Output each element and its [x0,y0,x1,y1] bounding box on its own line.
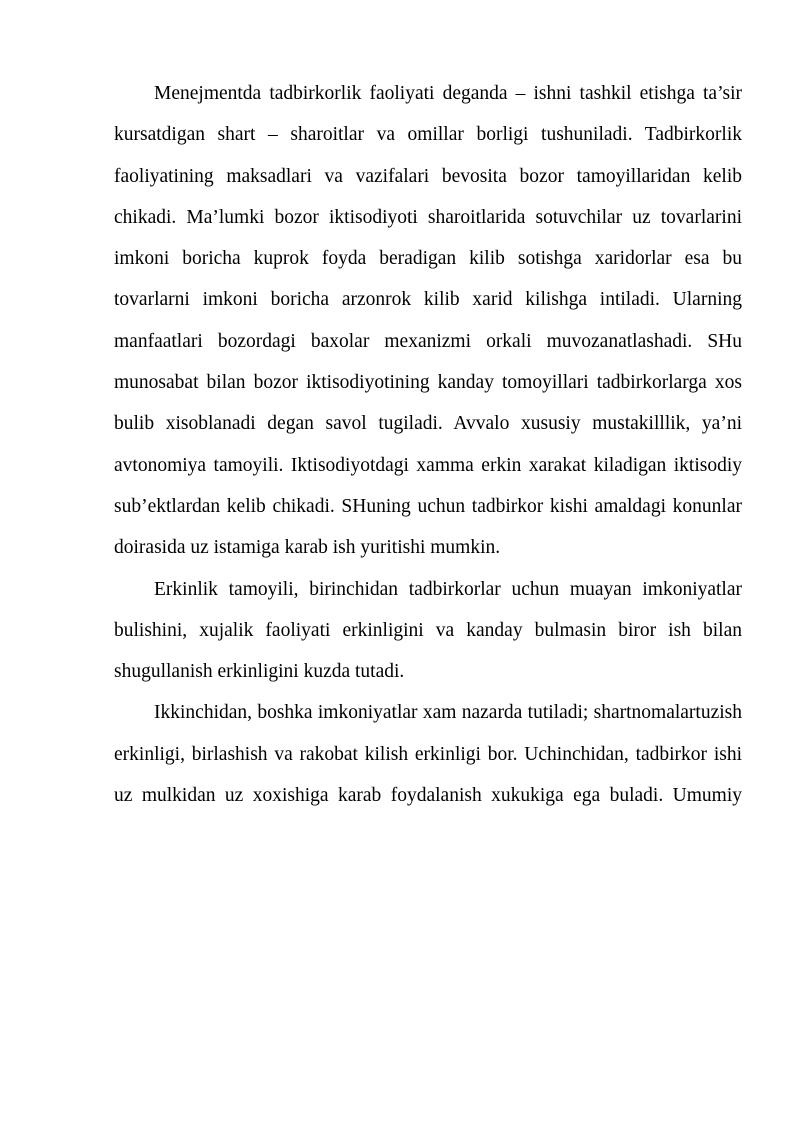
paragraph-1: Menejmentda tadbirkorlik faoliyati deganda – ishni tashkil etishga ta’sir kursatdigan shart – sharoitlar va omillar borligi tushuniladi. Tadbirkorlik faoliyatining maksadlari va vazifalari bevosita bozor tamoyillaridan kelib chikadi. Ma’lumki bozor iktisodiyoti sharoitlarida sotuvchilar uz tovarlarini imkoni boricha kuprok foyda beradigan kilib sotishga xaridorlar esa bu tovarlarni imkoni boricha arzonrok kilib xarid kilishga intiladi. Ularning manfaatlari bozordagi baxolar mexanizmi orkali muvozanatlashadi. SHu munosabat bilan bozor iktisodiyotining kanday tomoyillari tadbirkorlarga xos bulib xisoblanadi degan savol tugiladi. Avvalo xususiy mustakilllik, ya’ni avtonomiya tamoyili. Iktisodiyotdagi xamma erkin xarakat kiladigan iktisodiy sub’ektlardan kelib chikadi. SHuning uchun tadbirkor kishi amaldagi konunlar doirasida uz istamiga karab ish yuritishi mumkin. [114,83,742,559]
paragraph-3: Ikkinchidan, boshka imkoniyatlar xam nazarda tutiladi; shartnomalartuzish erkinligi, birlashish va rakobat kilish erkinligi bor. Uchinchidan, tadbirkor ishi uz mulkidan uz xoxishiga karab foydalanish xukukiga ega buladi. Umumiy [114,702,742,807]
paragraph-2: Erkinlik tamoyili, birinchidan tadbirkorlar uchun muayan imkoniyatlar bulishini, xujalik faoliyati erkinligini va kanday bulmasin biror ish bilan shugullanish erkinligini kuzda tutadi. [114,578,742,683]
document-page [114,73,742,816]
